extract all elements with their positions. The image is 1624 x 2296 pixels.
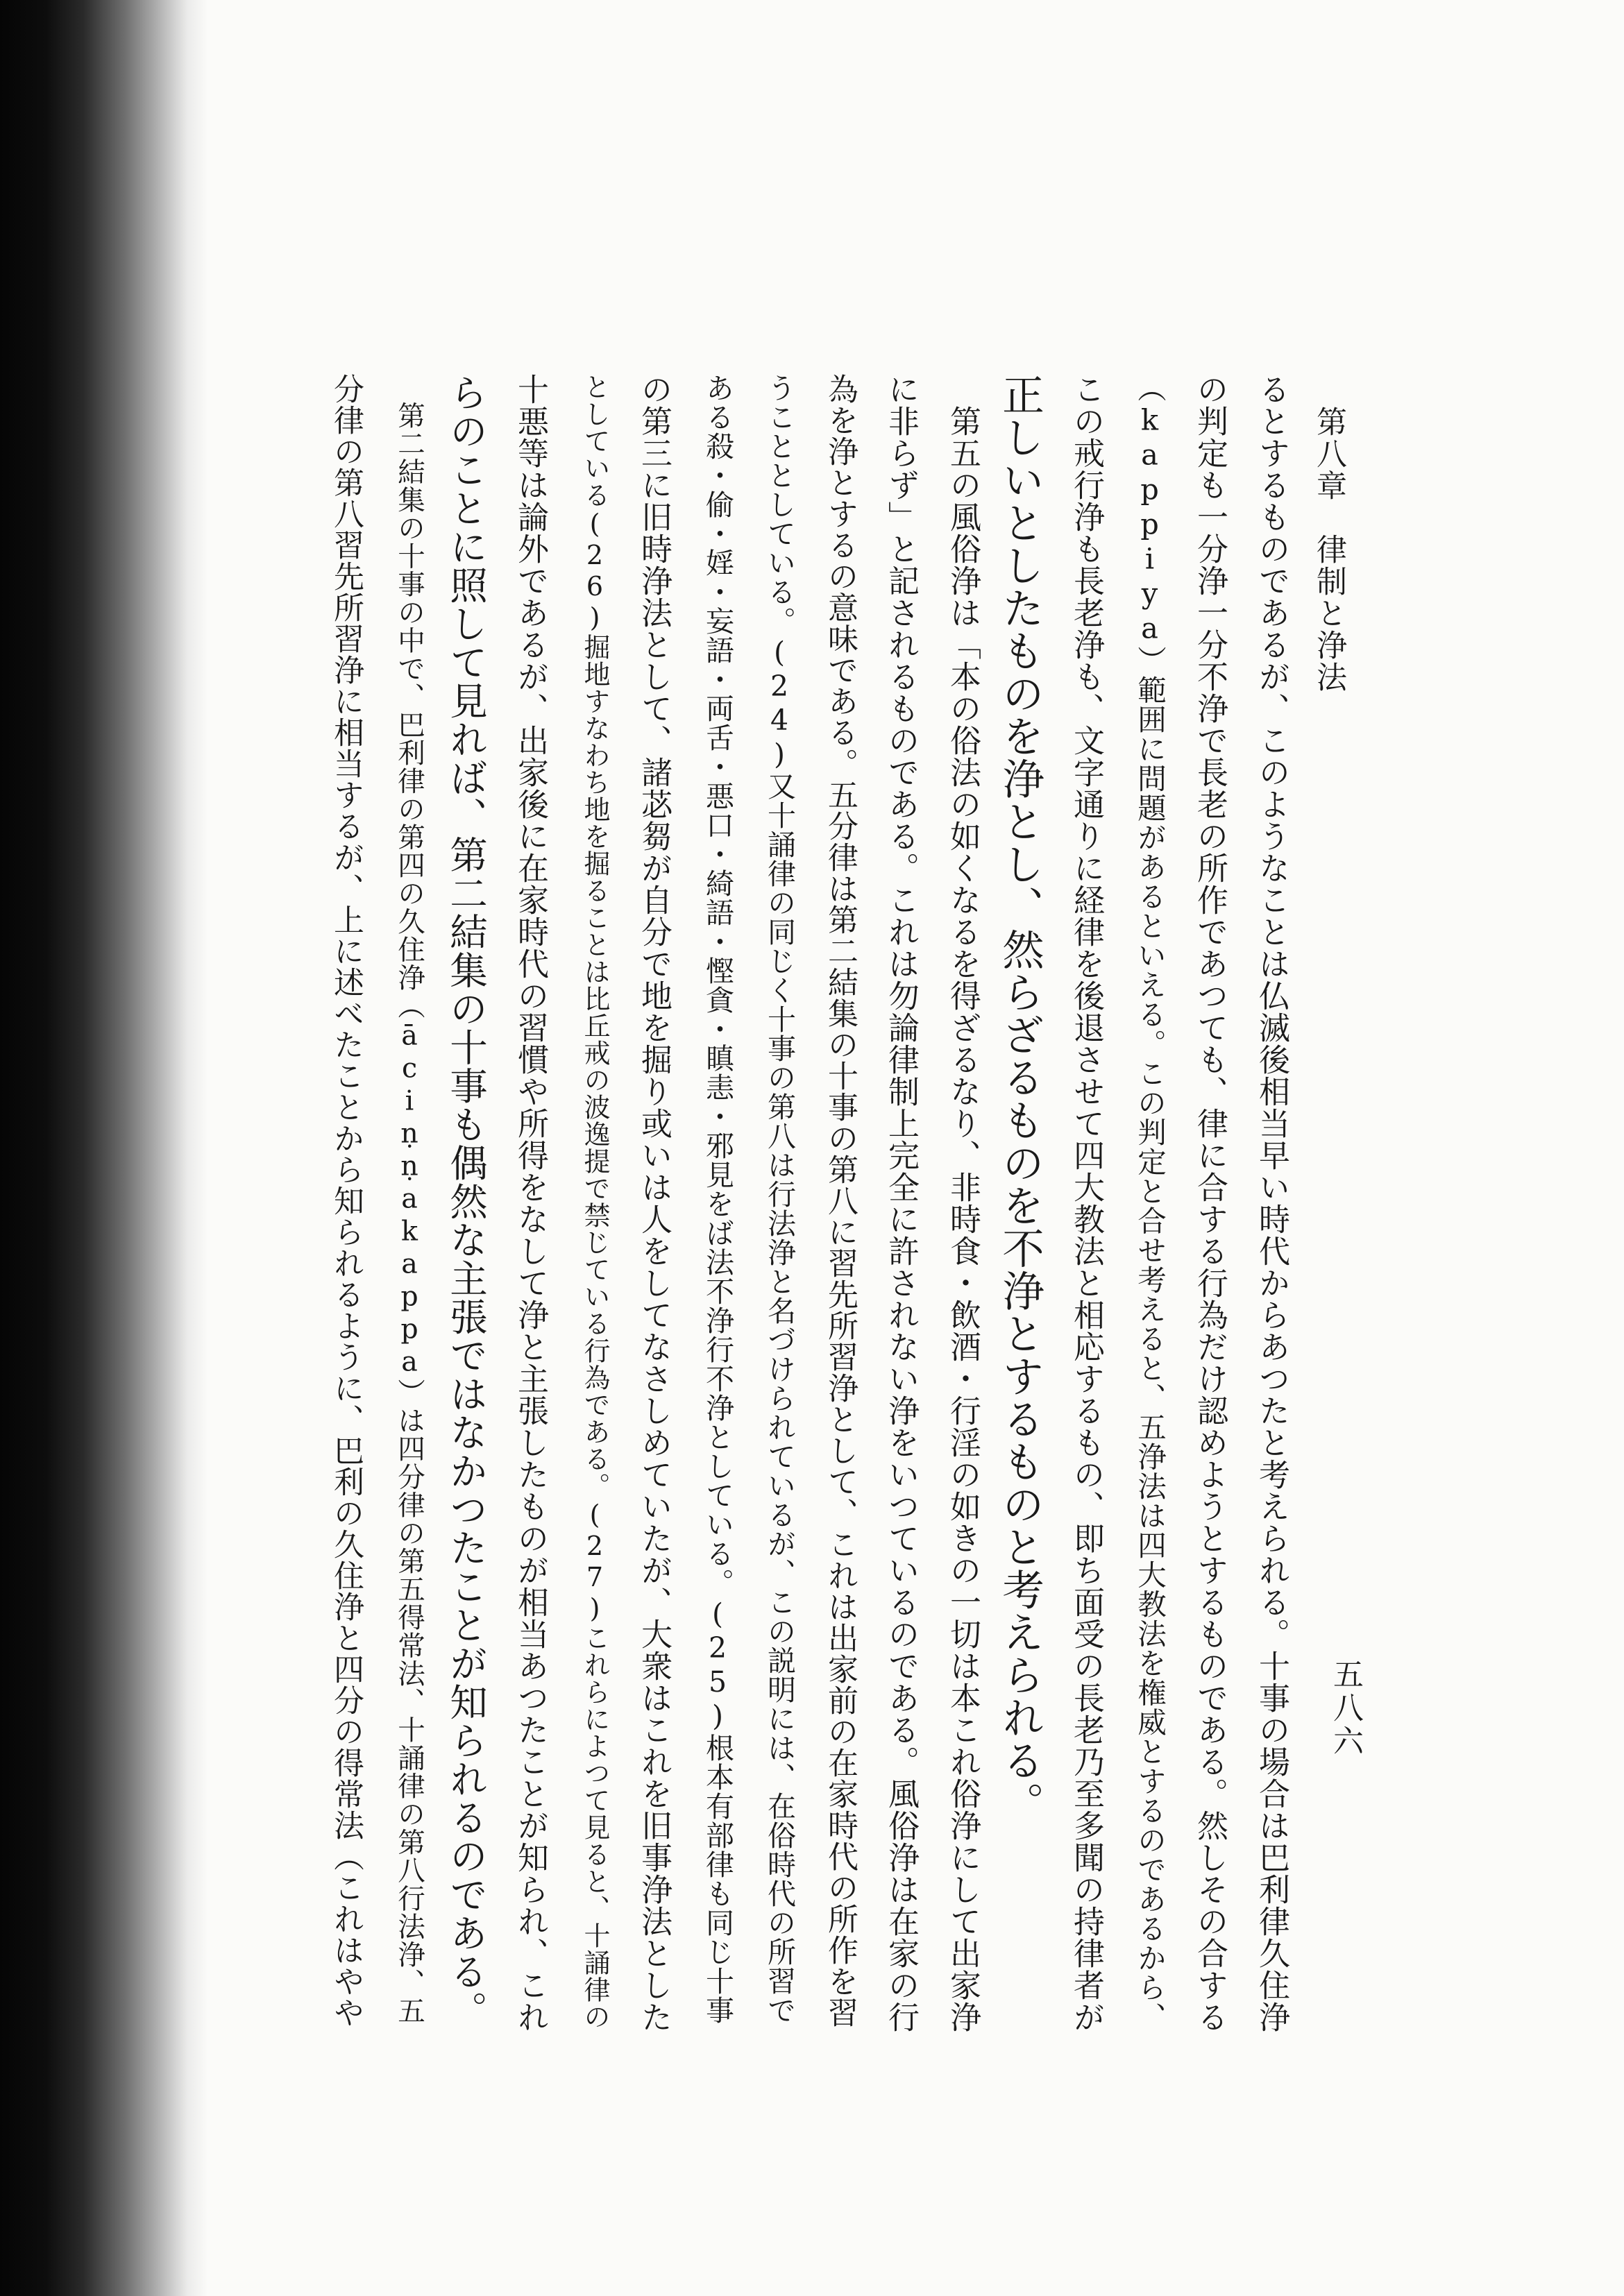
body-line: に非らず」と記されるものである。これは勿論律制上完全に許されない浄をいつているのである。風俗浄は在家の行: [883, 373, 920, 2033]
page-number: 五八六: [1328, 1658, 1363, 1758]
body-line: うこととしている。(24)又十誦律の同じく十事の第八は行法浄と名づけられているが、この説明には、在俗時代の所習で: [763, 373, 796, 2025]
scan-shadow: [0, 0, 208, 2296]
body-line: るとするものであるが、このようなことは仏滅後相当早い時代からあつたと考えられる。十事の場合は巴利律久住浄: [1253, 373, 1290, 2033]
body-line: 正しいとしたものを浄とし、然らざるものを不浄とするものと考えられる。: [995, 373, 1044, 1824]
body-line: としている(26)掘地すなわち地を掘ることは比丘戒の波逸提で禁じている行為である。(27)これらによつて見ると、十誦律の: [580, 373, 610, 2030]
body-line: ある殺・偷・婬・妄語・両舌・悪口・綺語・慳貪・瞋恚・邪見をば法不浄行不浄としている。(25)根本有部律も同じ十事: [701, 373, 734, 2025]
body-line: この戒行浄も長老浄も、文字通りに経律を後退させて四大教法と相応するもの、即ち面受の長老乃至多聞の持律者が: [1068, 373, 1105, 2033]
body-line: の判定も一分浄一分不浄で長老の所作であつても、律に合する行為だけ認めようとするものである。然しその合する: [1192, 373, 1228, 2033]
body-line: の第三に旧時浄法として、諸苾芻が自分で地を掘り或いは人をしてなさしめていたが、大衆はこれを旧事浄法とした: [636, 373, 673, 2033]
chapter-title: 第八章 律制と浄法: [1311, 406, 1346, 693]
body-line: （kappiya）範囲に問題があるといえる。この判定と合せ考えると、五浄法は四大教法を権威とするのであるから、: [1133, 373, 1167, 2032]
body-line: らのことに照して見れば、第二結集の十事も偶然な主張ではなかつたことが知られるのである。: [443, 373, 488, 2030]
body-line: 十悪等は論外であるが、出家後に在家時代の習慣や所得をなして浄と主張したものが相当あつたことが知られ、これ: [512, 373, 549, 2033]
body-line: 第二結集の十事の中で、巴利律の第四の久住浄（āciṇṇakappa）は四分律の第五得常法、十誦律の第八行法浄、五: [394, 373, 425, 2025]
body-line: 第五の風俗浄は「本の俗法の如くなるを得ざるなり、非時食・飲酒・行淫の如きの一切は本これ俗浄にして出家浄: [945, 373, 981, 2033]
body-line: 為を浄とするの意味である。五分律は第二結集の十事の第八に習先所習浄として、これは出家前の在家時代の所作を習: [822, 373, 858, 2028]
body-line: 分律の第八習先所習浄に相当するが、上に述べたことから知られるように、巴利の久住浄と四分の得常法（これはやや: [328, 373, 364, 2028]
